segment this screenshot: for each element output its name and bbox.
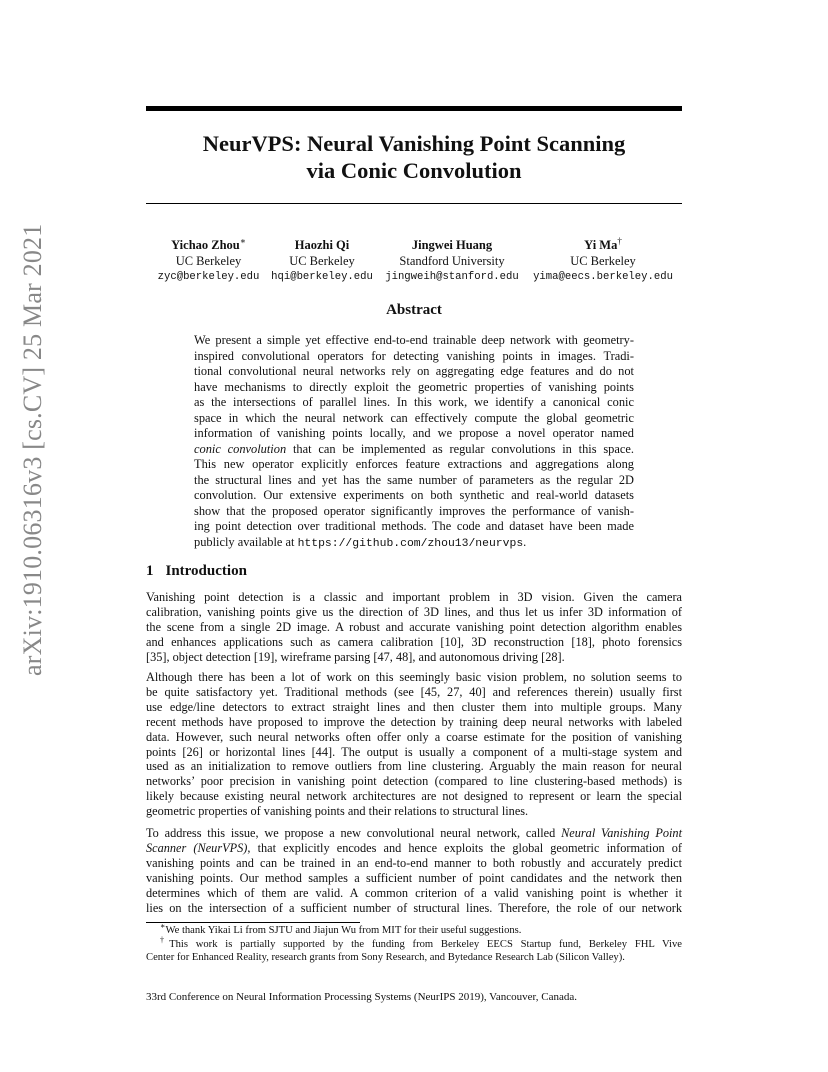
author-email: yima@eecs.berkeley.edu: [533, 271, 673, 283]
abstract-line: as the intersections of parallel lines. In this work, we identify a canonical conic: [194, 395, 634, 409]
paper-title: [146, 130, 682, 184]
text-span: , that explicitly encodes and hence exploits the global geometric information of: [247, 840, 682, 855]
author-affiliation: UC Berkeley: [570, 254, 636, 268]
title-top-rule: [146, 106, 682, 111]
text-line: networks’ poor precision in vanishing point detection (compared to line clustering-based methods) is: [146, 774, 682, 789]
text-line: [146, 826, 682, 841]
text-line: data. However, such neural networks often offer only a coarse estimate for the position of vanishing: [146, 729, 682, 744]
text-line: the scene from a single 2D image. A robust and accurate vanishing point detection algorithm enables: [146, 619, 682, 634]
code-url-link[interactable]: https://github.com/zhou13/neurvps: [297, 537, 524, 550]
abstract-line: We present a simple yet effective end-to-end trainable deep network with geometry-: [194, 333, 634, 347]
abstract-emphasis: conic convolution: [194, 441, 287, 456]
abstract-line: tional convolutional neural networks rely on aggregating edge features and do not: [194, 364, 634, 378]
author-name: Jingwei Huang: [411, 238, 493, 252]
footnote-mark: †: [160, 935, 170, 945]
text-line: Vanishing point detection is a classic and important problem in 3D vision. Given the camera: [146, 590, 682, 604]
author-footnote-mark: ∗: [239, 235, 246, 246]
text-line: geometric properties of vanishing points and their relations to structural lines.: [146, 804, 529, 819]
abstract-line: publicly available at: [194, 534, 295, 549]
author-block: [146, 237, 682, 287]
abstract-line: This new operator explicitly enforces feature extractions and aggregations along: [194, 457, 634, 471]
abstract-line-emph: [194, 442, 634, 458]
abstract-line: the structural lines and yet has the same number of parameters as the regular 2D: [194, 472, 634, 487]
text-span: To address this issue, we propose a new convolutional neural network, called: [146, 826, 556, 840]
intro-paragraph-2: [146, 670, 682, 819]
abstract-period: .: [523, 534, 527, 549]
text-line: vanishing points. Our method samples a sufficient number of point candidates and the network then: [146, 870, 682, 885]
abstract-line-rest: that can be implemented as regular convolutions in this space.: [292, 441, 634, 456]
section-title: Introduction: [165, 563, 247, 579]
footnotes: [146, 921, 682, 965]
method-name-emphasis: Neural Vanishing Point: [561, 826, 682, 840]
footnote-mark: ∗: [160, 921, 166, 931]
footnote-2-continued: Center for Enhanced Reality, research grants from Sony Research, and Bytedance Research Lab (Silicon Valley).: [146, 952, 625, 964]
abstract-line: inspired convolutional operators for detecting vanishing points in images. Tradi-: [194, 348, 634, 363]
method-name-emphasis: Scanner (NeurVPS): [146, 840, 248, 855]
abstract-body: [194, 333, 634, 552]
text-line: and enhances applications such as camera calibration [10], 3D reconstruction [18], photo forensics: [146, 634, 682, 649]
author-affiliation: UC Berkeley: [175, 254, 242, 268]
title-line-2: via Conic Convolution: [306, 158, 522, 183]
abstract-line: have mechanisms to directly exploit the geometric properties of vanishing points: [194, 379, 634, 394]
author-affiliation: Standford University: [399, 254, 505, 268]
abstract-line: ing point detection over traditional methods. The code and dataset have been made: [194, 519, 634, 533]
author-1: [146, 237, 271, 285]
text-line: likely because existing neural network architectures are not designed to represent or learn the special: [146, 789, 682, 804]
text-line: calibration, vanishing points give us the direction of 3D lines, and thus let us infer 3D information of: [146, 604, 682, 619]
author-footnote-mark: †: [617, 235, 622, 246]
author-4: [528, 237, 678, 285]
text-line: points [26] or horizontal lines [44]. The output is usually a component of a multi-stage system and: [146, 744, 682, 759]
text-line: [35], object detection [19], wireframe parsing [47, 48], and autonomous driving [28].: [146, 649, 565, 664]
text-line: be quite satisfactory yet. Traditional methods (see [45, 27, 40] and references therein) usually first: [146, 684, 682, 699]
author-3: [382, 237, 522, 285]
author-email: jingweih@stanford.edu: [385, 271, 519, 283]
text-line: [146, 841, 682, 856]
text-line: lies on the intersection of a sufficient number of structural lines. Therefore, the role of our network: [146, 900, 682, 915]
abstract-line: show that the proposed operator significantly improves the performance of vanish-: [194, 503, 634, 518]
author-email: zyc@berkeley.edu: [157, 271, 260, 283]
author-name: Yichao Zhou: [171, 238, 240, 252]
abstract-line: convolution. Our extensive experiments on both synthetic and real-world datasets: [194, 488, 634, 502]
text-line: vanishing points and can be trained in an end-to-end manner to both robustly and accurately predict: [146, 855, 682, 870]
abstract-line: information of vanishing points locally, and we propose a novel operator named: [194, 426, 634, 440]
section-number: 1: [146, 563, 154, 579]
text-line: use edge/line detectors to extract straight lines and then cluster them into multiple groups. Many: [146, 699, 682, 714]
text-line: used as an initialization to remove outliers from line clustering. Arguably the main reason for neural: [146, 759, 682, 774]
author-name: Haozhi Qi: [294, 238, 350, 252]
author-affiliation: UC Berkeley: [289, 254, 355, 268]
intro-paragraph-1: [146, 590, 682, 665]
section-heading: [146, 563, 247, 580]
abstract-line: space in which the neural network can effectively compute the global geometric: [194, 410, 634, 425]
footnote-rule: [146, 922, 360, 923]
text-line: Although there has been a lot of work on this seemingly basic vision problem, no solution seems to: [146, 670, 682, 684]
abstract-heading: Abstract: [386, 302, 442, 318]
conference-venue: 33rd Conference on Neural Information Processing Systems (NeurIPS 2019), Vancouver, Canada.: [146, 991, 578, 1003]
text-line: determines which of them are valid. A common criterion of a valid vanishing point is whether it: [146, 885, 682, 900]
title-bottom-rule: [146, 203, 682, 204]
title-line-1: NeurVPS: Neural Vanishing Point Scanning: [202, 131, 626, 156]
footnote-2: [146, 935, 682, 952]
intro-paragraph-3: [146, 826, 682, 915]
abstract-last-line: [194, 535, 634, 553]
author-name: Yi Ma: [584, 238, 618, 252]
footnote-text: This work is partially supported by the funding from Berkeley EECS Startup fund, Berkeley FHL Vive: [169, 938, 682, 950]
author-2: [266, 237, 378, 285]
footnote-text: We thank Yikai Li from SJTU and Jiajun Wu from MIT for their useful suggestions.: [165, 925, 522, 936]
footnote-1: [146, 921, 682, 938]
arxiv-stamp: arXiv:1910.06316v3 [cs.CV] 25 Mar 2021: [18, 223, 47, 676]
author-email: hqi@berkeley.edu: [271, 271, 373, 283]
text-line: recent methods have proposed to improve the detection by training deep neural networks with labeled: [146, 714, 682, 729]
